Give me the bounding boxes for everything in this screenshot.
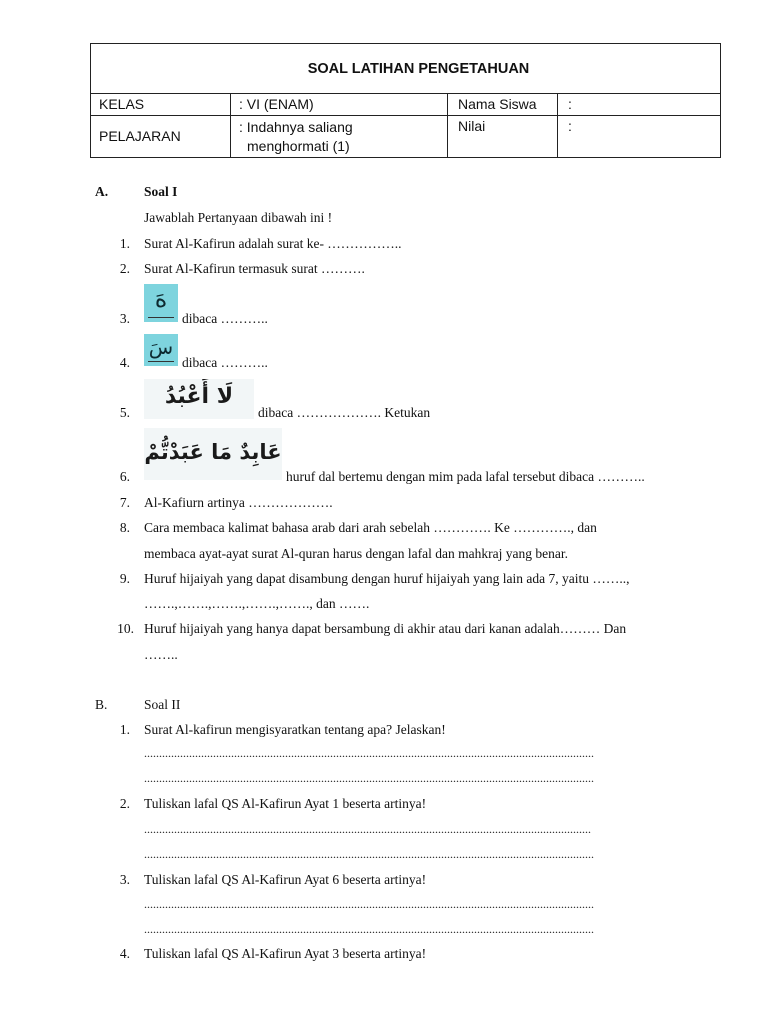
section-a-title: Soal I	[144, 184, 178, 199]
answer-line[interactable]: ......................................................................................................................................................	[144, 746, 594, 760]
arabic-phrase-image	[144, 428, 282, 480]
item-number: 9.	[119, 571, 130, 586]
answer-line[interactable]: ......................................................................................................................................................	[144, 847, 594, 861]
item-text: Huruf hijaiyah yang dapat disambung dengan huruf hijaiyah yang lain ada 7, yaitu ……..,	[144, 571, 630, 586]
item-text: Tuliskan lafal QS Al-Kafirun Ayat 6 beserta artinya!	[144, 872, 427, 887]
item-number: 10.	[117, 621, 134, 636]
section-b-title: Soal II	[144, 697, 181, 712]
kelas-value: : VI (ENAM)	[231, 94, 448, 115]
arabic-glyph: سَ	[148, 335, 174, 359]
item-text: Cara membaca kalimat bahasa arab dari arah sebelah …………. Ke …………., dan	[144, 520, 597, 535]
item-number: 1.	[119, 236, 130, 251]
answer-line[interactable]: ......................................................................................................................................................	[144, 897, 594, 911]
item-number: 2.	[119, 261, 130, 276]
item-number: 3.	[119, 872, 130, 887]
nilai-value[interactable]: :	[568, 118, 572, 134]
item-text: Al-Kafiurn artinya ……………….	[144, 495, 333, 510]
item-number: 8.	[119, 520, 130, 535]
item-text: dibaca ………..	[182, 311, 268, 326]
item-number: 6.	[119, 469, 130, 484]
section-a-marker: A.	[95, 184, 109, 199]
nama-siswa-value[interactable]: :	[568, 96, 572, 112]
pelajaran-label: PELAJARAN	[91, 116, 231, 157]
pelajaran-value-line2: menghormati (1)	[247, 138, 350, 154]
kelas-label: KELAS	[91, 94, 231, 115]
item-number: 2.	[119, 796, 130, 811]
arabic-letter-image	[144, 284, 178, 322]
item-text: dibaca ………………. Ketukan	[258, 405, 431, 420]
answer-line[interactable]: ......................................................................................................................................................	[144, 771, 594, 785]
pelajaran-value	[231, 116, 448, 157]
item-text: Huruf hijaiyah yang hanya dapat bersambung di akhir atau dari kanan adalah……… Dan	[144, 621, 627, 636]
arabic-letter-image	[144, 334, 178, 366]
item-number: 3.	[119, 311, 130, 326]
item-text: Surat Al-Kafirun adalah surat ke- ……………..	[144, 236, 402, 251]
item-text: Surat Al-Kafirun termasuk surat ……….	[144, 261, 365, 276]
item-text-continued: ……..	[144, 647, 178, 662]
nama-siswa-label: Nama Siswa	[448, 94, 558, 115]
section-b-marker: B.	[95, 697, 108, 712]
item-text: Surat Al-kafirun mengisyaratkan tentang apa? Jelaskan!	[144, 722, 446, 737]
arabic-glyph: لَا أَعْبُدُ	[164, 384, 234, 409]
item-text: Tuliskan lafal QS Al-Kafirun Ayat 3 beserta artinya!	[144, 946, 427, 961]
item-number: 7.	[119, 495, 130, 510]
arabic-glyph: هَ	[154, 285, 168, 313]
arabic-word-image	[144, 379, 254, 419]
header-row-kelas	[91, 94, 720, 116]
section-a-instruction: Jawablah Pertanyaan dibawah ini !	[144, 210, 333, 225]
item-number: 5.	[119, 405, 130, 420]
header-row-pelajaran	[91, 116, 720, 157]
item-text-continued: membaca ayat-ayat surat Al-quran harus dengan lafal dan mahkraj yang benar.	[144, 546, 568, 561]
item-number: 1.	[119, 722, 130, 737]
header-table	[90, 43, 721, 158]
item-number: 4.	[119, 355, 130, 370]
item-text: huruf dal bertemu dengan mim pada lafal tersebut dibaca ………..	[286, 469, 645, 484]
item-text: dibaca ………..	[182, 355, 268, 370]
item-number: 4.	[119, 946, 130, 961]
arabic-glyph: عَابِدٌ مَا عَبَدْتُّمْ	[144, 440, 282, 464]
pelajaran-value-line1: : Indahnya saliang	[239, 119, 353, 135]
item-text-continued: …….,…….,…….,…….,……., dan …….	[144, 596, 370, 611]
page-title: SOAL LATIHAN PENGETAHUAN	[91, 44, 720, 94]
item-text: Tuliskan lafal QS Al-Kafirun Ayat 1 beserta artinya!	[144, 796, 427, 811]
answer-line[interactable]: ......................................................................................................................................................	[144, 922, 594, 936]
nilai-label: Nilai	[448, 116, 558, 157]
answer-line[interactable]: .....................................................................................................................................................	[144, 822, 591, 836]
